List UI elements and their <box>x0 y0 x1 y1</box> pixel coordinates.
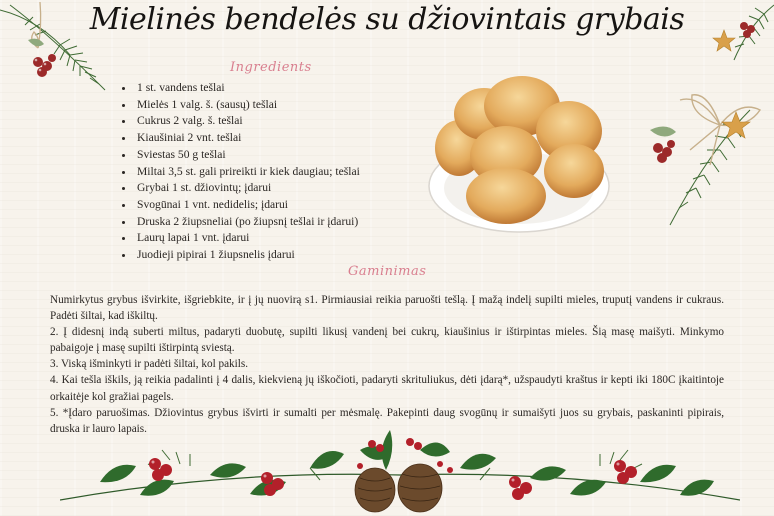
ingredient-item: • Juodieji pipirai 1 žiupsnelis įdarui <box>135 247 360 264</box>
ingredient-item: • 1 st. vandens tešlai <box>135 80 360 97</box>
ingredient-item: • Druska 2 žiupsneliai (po žiupsnį tešlai ir įdarui) <box>135 214 360 231</box>
ingredients-list <box>118 80 360 264</box>
buns-photo <box>424 76 614 238</box>
method-step: 5. *Įdaro paruošimas. Džiovintus grybus išvirti ir sumalti per mėsmalę. Pakepinti daug svogūnų ir sumaišyti juos su grybais, paskaninti pipirais, druska ir lauro lapais. <box>50 406 724 435</box>
page-title: Mielinės bendelės su džiovintais grybais <box>89 2 685 37</box>
bow-berries-decoration-icon <box>640 90 774 240</box>
method-heading: Gaminimas <box>348 264 427 279</box>
holly-garland-decoration-icon <box>60 420 740 516</box>
star-berries-decoration-icon <box>704 0 774 70</box>
method-step: 4. Kai tešla iškils, ją reikia padalinti į 4 dalis, kiekvieną jų iškočioti, padaryti skrituliukus, dėti įdarą*, užspaudyti kraštus ir kepti iki 180C įkaitintoje orkaitėje kol gražiai pagels. <box>50 374 724 403</box>
pine-berries-decoration-icon <box>0 0 120 100</box>
ingredient-item: • Cukrus 2 valg. š. tešlai <box>135 113 360 130</box>
method-step: 2. Į didesnį indą suberti miltus, padaryti duobutę, supilti likusį vandenį bei cukrų, kiaušinius ir ištirpintas mieles. Šią masę maišyti. Minkymo pabaigoje į masę supilti ištirpintą sviestą. <box>50 326 724 355</box>
ingredient-item: • Kiaušiniai 2 vnt. tešlai <box>135 130 360 147</box>
ingredient-item: • Mielės 1 valg. š. (sausų) tešlai <box>135 97 360 114</box>
ingredient-item: • Sviestas 50 g tešlai <box>135 147 360 164</box>
method-step: 3. Viską išminkyti ir padėti šiltai, kol pakils. <box>50 358 248 371</box>
ingredient-item: • Laurų lapai 1 vnt. įdarui <box>135 230 360 247</box>
ingredient-item: • Miltai 3,5 st. gali prireikti ir kiek daugiau; tešlai <box>135 164 360 181</box>
ingredient-item: • Grybai 1 st. džiovintų; įdarui <box>135 180 360 197</box>
ingredients-heading: Ingredients <box>230 60 312 75</box>
ingredient-item: • Svogūnai 1 vnt. nedidelis; įdarui <box>135 197 360 214</box>
method-step: Numirkytus grybus išvirkite, išgriebkite, ir į jų nuovirą s1. Pirmiausiai reikia paruošti tešlą. Į mažą indelį supilti mieles, truputį vandens ir cukraus. Padėti šiltai, kad iškiltų. <box>50 294 724 323</box>
method-steps <box>50 292 724 437</box>
